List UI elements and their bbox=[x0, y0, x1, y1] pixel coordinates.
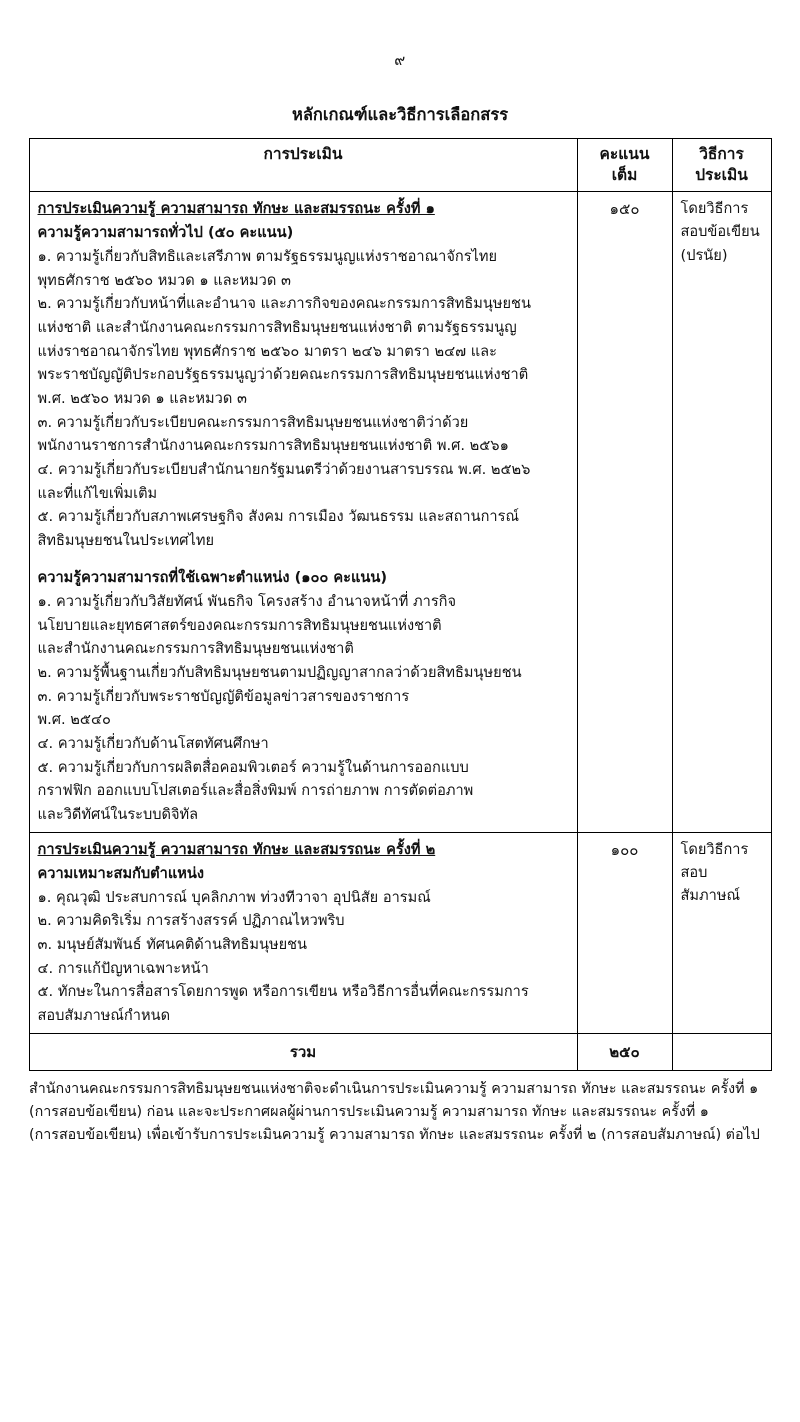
score-cell: ๑๕๐ bbox=[577, 191, 672, 832]
method-line: โดยวิธีการ bbox=[680, 199, 749, 217]
column-header-score-line2: เต็ม bbox=[611, 165, 638, 184]
assessment-table bbox=[29, 138, 772, 1071]
criteria-item-line: ๕. ความรู้เกี่ยวกับสภาพเศรษฐกิจ สังคม การเมือง วัฒนธรรม และสถานการณ์ bbox=[37, 508, 520, 526]
criteria-item-line: ๔. ความรู้เกี่ยวกับระเบียบสำนักนายกรัฐมนตรีว่าด้วยงานสารบรรณ พ.ศ. ๒๕๒๖ bbox=[37, 460, 531, 478]
column-header-method-line1: วิธีการ bbox=[699, 145, 744, 163]
criteria-item-line: และที่แก้ไขเพิ่มเติม bbox=[37, 484, 158, 502]
criteria-item-line: ๒. ความรู้พื้นฐานเกี่ยวกับสิทธิมนุษยชนตามปฏิญญาสากลว่าด้วยสิทธิมนุษยชน bbox=[37, 664, 522, 682]
table-header-row bbox=[29, 139, 771, 192]
subsection-heading: ความรู้ความสามารถทั่วไป (๕๐ คะแนน) bbox=[37, 224, 294, 242]
column-header-method bbox=[672, 139, 771, 192]
column-header-score bbox=[577, 139, 672, 192]
total-method bbox=[672, 1033, 771, 1070]
total-score: ๒๕๐ bbox=[577, 1033, 672, 1070]
criteria-item-line: กราฟฟิก ออกแบบโปสเตอร์และสื่อสิ่งพิมพ์ การถ่ายภาพ การตัดต่อภาพ bbox=[37, 782, 474, 800]
page-number: ๙ bbox=[394, 51, 406, 69]
criteria-item-line: แห่งราชอาณาจักรไทย พุทธศักราช ๒๕๖๐ มาตรา ๒๔๖ มาตรา ๒๔๗ และ bbox=[37, 342, 497, 360]
criteria-item-line: ๓. ความรู้เกี่ยวกับระเบียบคณะกรรมการสิทธิมนุษยชนแห่งชาติว่าด้วย bbox=[37, 413, 469, 431]
criteria-item-line: ๒. ความรู้เกี่ยวกับหน้าที่และอำนาจ และภารกิจของคณะกรรมการสิทธิมนุษยชน bbox=[37, 295, 531, 313]
column-header-score-line1: คะแนน bbox=[599, 145, 650, 163]
criteria-item-line: ๑. คุณวุฒิ ประสบการณ์ บุคลิกภาพ ท่วงทีวาจา อุปนิสัย อารมณ์ bbox=[37, 888, 431, 906]
criteria-cell bbox=[29, 191, 577, 832]
criteria-item-line: ๓. ความรู้เกี่ยวกับพระราชบัญญัติข้อมูลข่าวสารของราชการ bbox=[37, 687, 410, 705]
table-body bbox=[29, 191, 771, 1070]
footnote-line: (การสอบข้อเขียน) ก่อน และจะประกาศผลผู้ผ่านการประเมินความรู้ ความสามารถ ทักษะ และสมรรถนะ ครั้งที่ ๑ bbox=[29, 1103, 709, 1120]
criteria-item-line: และสำนักงานคณะกรรมการสิทธิมนุษยชนแห่งชาติ bbox=[37, 640, 354, 658]
criteria-item-line: ๕. ความรู้เกี่ยวกับการผลิตสื่อคอมพิวเตอร์ ความรู้ในด้านการออกแบบ bbox=[37, 758, 469, 776]
criteria-item-line: แห่งชาติ และสำนักงานคณะกรรมการสิทธิมนุษยชนแห่งชาติ ตามรัฐธรรมนูญ bbox=[37, 319, 517, 337]
method-line: สอบสัมภาษณ์ bbox=[680, 863, 741, 905]
total-label: รวม bbox=[29, 1033, 577, 1070]
criteria-item-line: และวิดีทัศน์ในระบบดิจิทัล bbox=[37, 805, 199, 823]
table-total-row bbox=[29, 1033, 771, 1070]
footnote-line: สำนักงานคณะกรรมการสิทธิมนุษยชนแห่งชาติจะดำเนินการประเมินความรู้ ความสามารถ ทักษะ และสมรรถนะ ครั้งที่ ๑ bbox=[29, 1080, 759, 1097]
criteria-item-line: นโยบายและยุทธศาสตร์ของคณะกรรมการสิทธิมนุษยชนแห่งชาติ bbox=[37, 616, 442, 634]
criteria-item-line: พระราชบัญญัติประกอบรัฐธรรมนูญว่าด้วยคณะกรรมการสิทธิมนุษยชนแห่งชาติ bbox=[37, 366, 529, 384]
criteria-item-line: ๑. ความรู้เกี่ยวกับวิสัยทัศน์ พันธกิจ โครงสร้าง อำนาจหน้าที่ ภารกิจ bbox=[37, 593, 457, 611]
column-header-criteria: การประเมิน bbox=[29, 139, 577, 192]
section-heading: การประเมินความรู้ ความสามารถ ทักษะ และสมรรถนะ ครั้งที่ ๑ bbox=[37, 199, 435, 217]
table-header bbox=[29, 139, 771, 192]
section-heading: การประเมินความรู้ ความสามารถ ทักษะ และสมรรถนะ ครั้งที่ ๒ bbox=[37, 840, 436, 858]
table-row bbox=[29, 191, 771, 832]
criteria-item-line: สอบสัมภาษณ์กำหนด bbox=[37, 1006, 171, 1024]
criteria-item-line: ๒. ความคิดริเริ่ม การสร้างสรรค์ ปฏิภาณไหวพริบ bbox=[37, 912, 345, 930]
criteria-item-line: สิทธิมนุษยชนในประเทศไทย bbox=[37, 531, 215, 549]
criteria-item-line: พ.ศ. ๒๕๖๐ หมวด ๑ และหมวด ๓ bbox=[37, 389, 247, 407]
criteria-item-line: ๔. การแก้ปัญหาเฉพาะหน้า bbox=[37, 959, 209, 977]
subsection-heading: ความเหมาะสมกับตำแหน่ง bbox=[37, 865, 204, 883]
column-header-method-line2: ประเมิน bbox=[695, 165, 748, 184]
document-page bbox=[0, 48, 800, 1422]
method-line: สอบข้อเขียน bbox=[680, 223, 760, 241]
criteria-item-line: พุทธศักราช ๒๕๖๐ หมวด ๑ และหมวด ๓ bbox=[37, 271, 291, 289]
method-cell bbox=[672, 191, 771, 832]
method-line: โดยวิธีการ bbox=[680, 840, 749, 858]
subsection-heading: ความรู้ความสามารถที่ใช้เฉพาะตำแหน่ง (๑๐๐ คะแนน) bbox=[37, 569, 388, 587]
criteria-item-line: ๕. ทักษะในการสื่อสารโดยการพูด หรือการเขียน หรือวิธีการอื่นที่คณะกรรมการ bbox=[37, 983, 529, 1001]
criteria-item-line: ๓. มนุษย์สัมพันธ์ ทัศนคติด้านสิทธิมนุษยชน bbox=[37, 936, 308, 954]
criteria-cell bbox=[29, 832, 577, 1033]
method-line: (ปรนัย) bbox=[680, 246, 728, 264]
page-title: หลักเกณฑ์และวิธีการเลือกสรร bbox=[291, 105, 509, 124]
criteria-item-line: ๑. ความรู้เกี่ยวกับสิทธิและเสรีภาพ ตามรัฐธรรมนูญแห่งราชอาณาจักรไทย bbox=[37, 248, 498, 266]
score-cell: ๑๐๐ bbox=[577, 832, 672, 1033]
criteria-item-line: ๔. ความรู้เกี่ยวกับด้านโสตทัศนศึกษา bbox=[37, 734, 269, 752]
criteria-item-line: พ.ศ. ๒๕๔๐ bbox=[37, 711, 111, 729]
criteria-item-line: พนักงานราชการสำนักงานคณะกรรมการสิทธิมนุษยชนแห่งชาติ พ.ศ. ๒๕๖๑ bbox=[37, 437, 509, 455]
table-row bbox=[29, 832, 771, 1033]
method-cell bbox=[672, 832, 771, 1033]
footnote bbox=[29, 1078, 771, 1147]
footnote-line: (การสอบข้อเขียน) เพื่อเข้ารับการประเมินความรู้ ความสามารถ ทักษะ และสมรรถนะ ครั้งที่ ๒ (การสอบสัมภาษณ์) ต่อไป bbox=[29, 1126, 760, 1143]
